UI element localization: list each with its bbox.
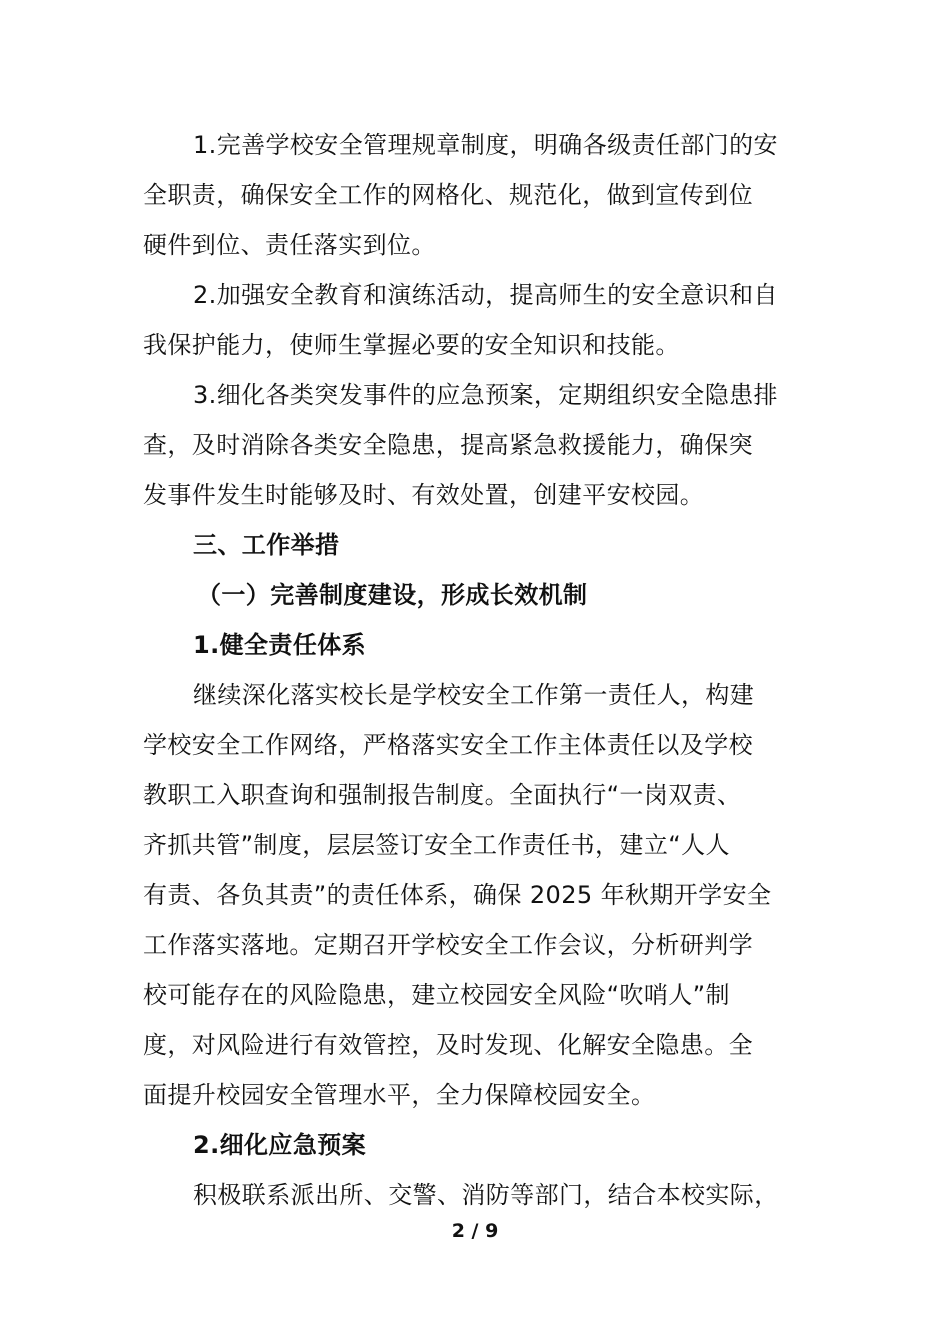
goal-3-line-3: 发事件发生时能够及时、有效处置，创建平安校园。 <box>143 481 705 509</box>
goal-1-line-1: 1.完善学校安全管理规章制度，明确各级责任部门的安 <box>193 131 778 159</box>
goal-1-line-3: 硬件到位、责任落实到位。 <box>143 231 436 259</box>
item-1-line-4: 齐抓共管”制度，层层签订安全工作责任书，建立“人人 <box>143 831 730 859</box>
item-1-line-3: 教职工入职查询和强制报告制度。全面执行“一岗双责、 <box>143 781 742 809</box>
item-1-line-1: 继续深化落实校长是学校安全工作第一责任人，构建 <box>193 681 755 709</box>
item-2-heading: 2.细化应急预案 <box>193 1131 367 1159</box>
item-1-heading: 1.健全责任体系 <box>193 631 367 659</box>
item-1-line-9: 面提升校园安全管理水平，全力保障校园安全。 <box>143 1081 656 1109</box>
goal-3-line-1: 3.细化各类突发事件的应急预案，定期组织安全隐患排 <box>193 381 778 409</box>
item-1-line-6: 工作落实落地。定期召开学校安全工作会议，分析研判学 <box>143 931 753 959</box>
section-heading: 三、工作举措 <box>193 531 340 559</box>
item-1-line-5: 有责、各负其责”的责任体系，确保 2025 年秋期开学安全 <box>143 881 772 909</box>
item-2-line-1: 积极联系派出所、交警、消防等部门，结合本校实际， <box>193 1181 779 1209</box>
item-1-line-7: 校可能存在的风险隐患，建立校园安全风险“吹哨人”制 <box>143 981 730 1009</box>
goal-1-line-2: 全职责，确保安全工作的网格化、规范化，做到宣传到位 <box>143 181 753 209</box>
item-1-line-2: 学校安全工作网络，严格落实安全工作主体责任以及学校 <box>143 731 753 759</box>
item-1-line-8: 度，对风险进行有效管控，及时发现、化解安全隐患。全 <box>143 1031 753 1059</box>
page-number: 2 / 9 <box>451 1220 499 1242</box>
goal-2-line-1: 2.加强安全教育和演练活动，提高师生的安全意识和自 <box>193 281 778 309</box>
goal-2-line-2: 我保护能力，使师生掌握必要的安全知识和技能。 <box>143 331 680 359</box>
subsection-heading: （一）完善制度建设，形成长效机制 <box>197 581 588 609</box>
goal-3-line-2: 查，及时消除各类安全隐患，提高紧急救援能力，确保突 <box>143 431 753 459</box>
